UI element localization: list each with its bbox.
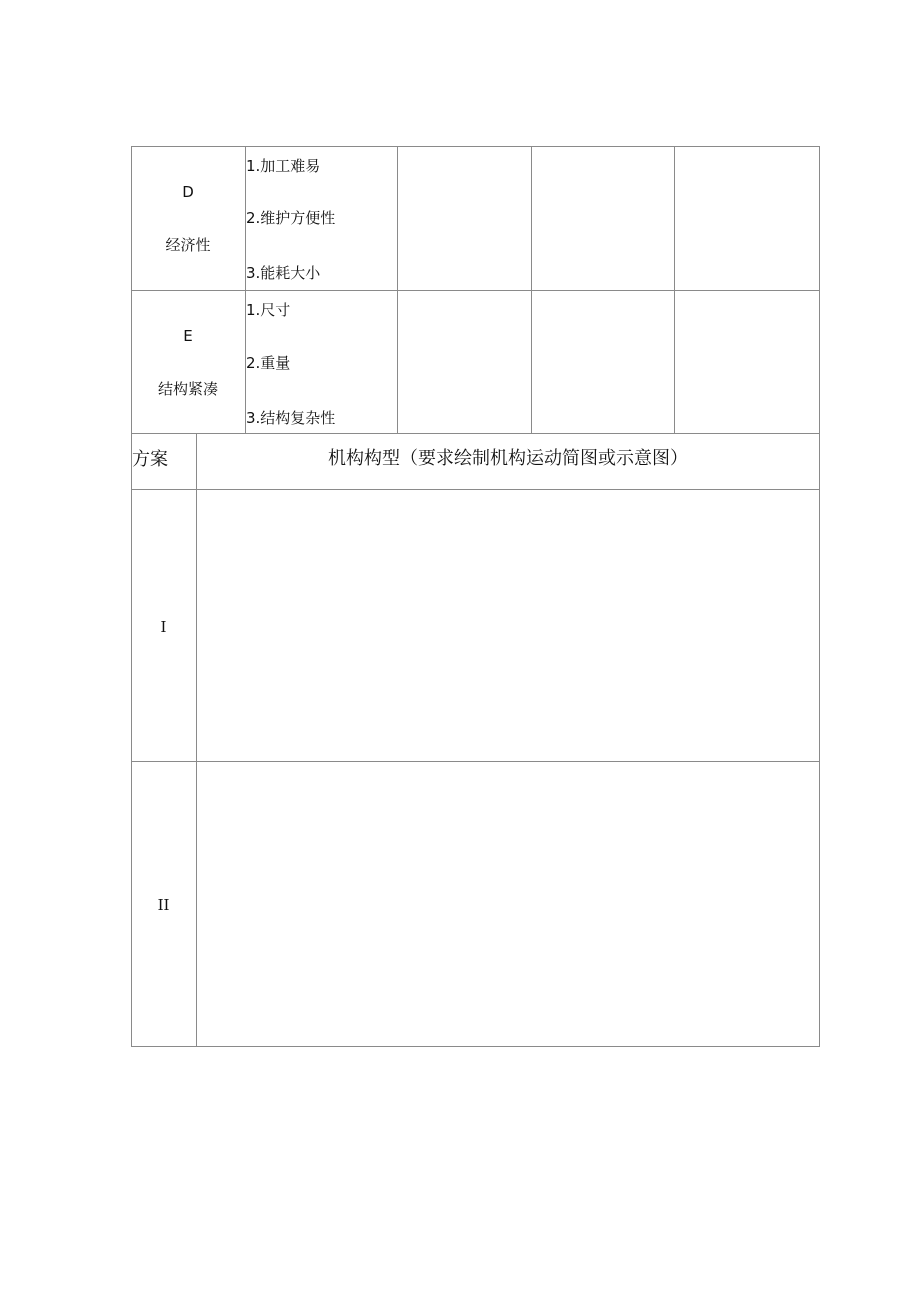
row-e-score-cell-3[interactable]: [675, 291, 819, 433]
scheme-row-ii-label: II: [157, 896, 170, 914]
row-e-score-cell-1[interactable]: [398, 291, 531, 433]
row-e-letter: E: [183, 327, 193, 345]
row-e-criterion-1: 1.尺寸: [246, 301, 291, 319]
row-e-score-cell-2[interactable]: [532, 291, 674, 433]
scheme-row-ii-drawing-area[interactable]: [197, 762, 819, 1046]
row-d-criterion-1: 1.加工难易: [246, 157, 321, 175]
row-d-category: 经济性: [165, 236, 211, 254]
scheme-row-i-drawing-area[interactable]: [197, 490, 819, 761]
scheme-header-label: 方案: [132, 449, 168, 470]
table-border-bottom: [131, 1046, 820, 1047]
table-border-right: [819, 146, 820, 1047]
row-d-score-cell-3[interactable]: [675, 147, 819, 290]
row-d-criterion-3: 3.能耗大小: [246, 264, 321, 282]
col-divider-1: [245, 146, 246, 434]
row-divider-e-header: [131, 433, 820, 434]
scheme-header-title: 机构构型（要求绘制机构运动简图或示意图）: [328, 448, 688, 469]
row-e-criterion-2: 2.重量: [246, 354, 291, 372]
row-d-score-cell-1[interactable]: [398, 147, 531, 290]
row-d-score-cell-2[interactable]: [532, 147, 674, 290]
row-e-criterion-3: 3.结构复杂性: [246, 409, 336, 427]
scheme-row-i-label: I: [160, 618, 167, 636]
row-e-category: 结构紧凑: [157, 380, 218, 398]
row-d-letter: D: [182, 183, 194, 201]
row-d-criterion-2: 2.维护方便性: [246, 209, 336, 227]
